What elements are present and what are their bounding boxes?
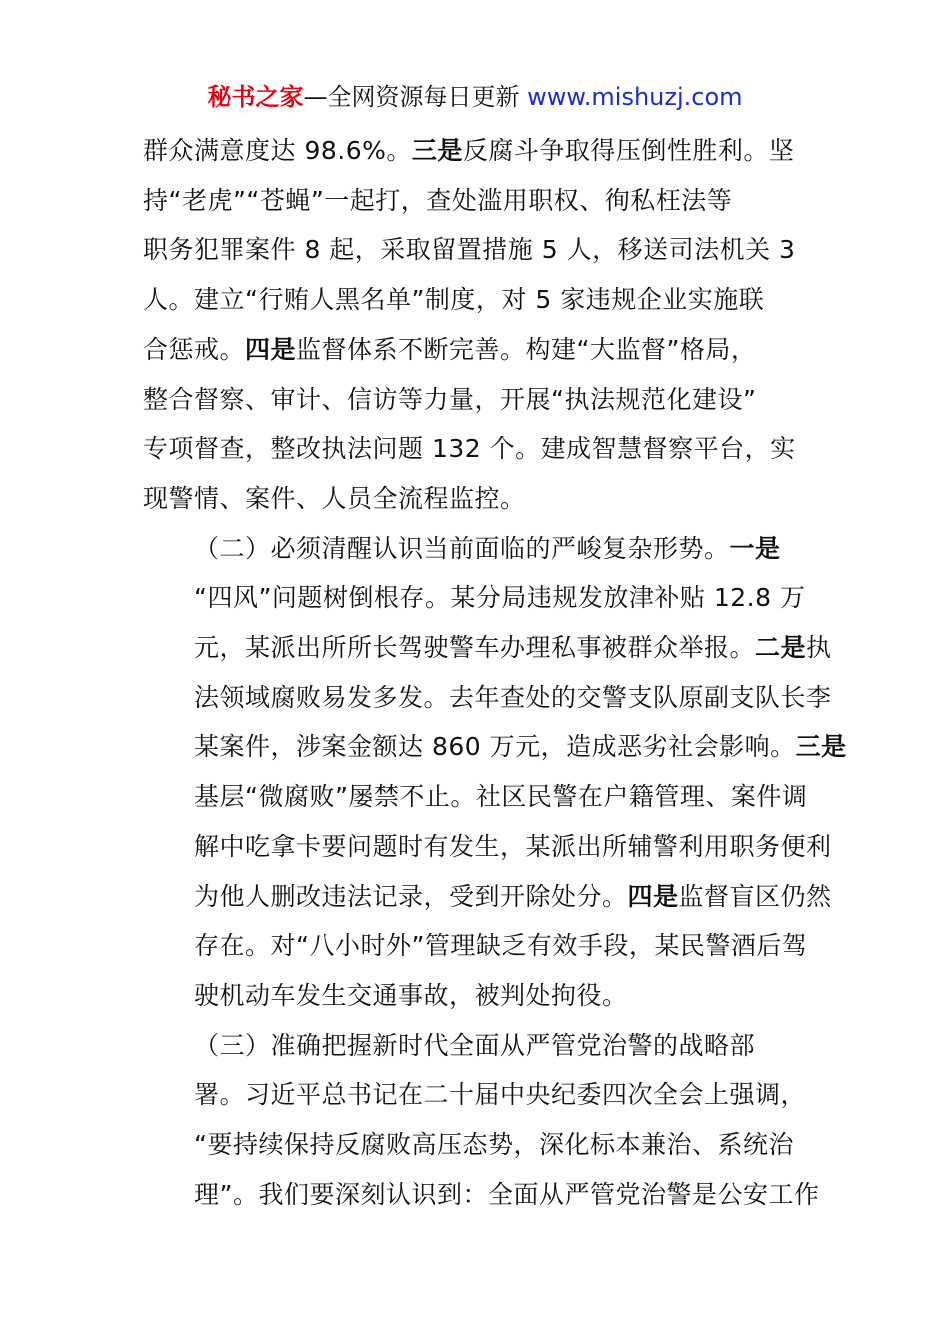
bold-lead-phrase: 二是 [755, 633, 807, 663]
text-run: 理”。我们要深刻认识到：全面从严管党治警是公安工作 [194, 1179, 820, 1209]
text-run: 执 [806, 633, 832, 663]
text-line [143, 623, 832, 673]
text-run: 职务犯罪案件 8 起，采取留置措施 5 人，移送司法机关 3 [143, 235, 796, 265]
text-run: 基层“微腐败”屡禁不止。社区民警在户籍管理、案件调 [194, 782, 808, 812]
text-run: “要持续保持反腐败高压态势，深化标本兼治、系统治 [194, 1130, 794, 1160]
text-line [143, 722, 847, 772]
text-run: 监督盲区仍然 [678, 881, 832, 911]
text-line [143, 921, 811, 971]
site-tagline: —全网资源每日更新 [303, 83, 528, 111]
text-line [143, 424, 811, 474]
text-run: 人。建立“行贿人黑名单”制度，对 5 家违规企业实施联 [143, 285, 765, 315]
text-line [143, 474, 811, 524]
text-line [143, 524, 811, 574]
text-line [143, 872, 832, 922]
paragraph [143, 1021, 820, 1220]
paragraph [143, 126, 811, 524]
text-run: 法领域腐败易发多发。去年查处的交警支队原副支队长李 [194, 682, 832, 712]
text-line [143, 1070, 811, 1120]
text-run: （三）准确把握新时代全面从严管党治警的战略部 [194, 1030, 756, 1060]
text-line [143, 126, 811, 176]
text-run: 驶机动车发生交通事故，被判处拘役。 [194, 980, 628, 1010]
text-run: 署。习近平总书记在二十届中央纪委四次全会上强调， [194, 1080, 807, 1110]
bold-lead-phrase: 一是 [729, 533, 781, 563]
bold-lead-phrase: 三是 [795, 732, 847, 762]
text-run: 专项督查，整改执法问题 132 个。建成智慧督察平台，实 [143, 434, 796, 464]
text-run: 现警情、案件、人员全流程监控。 [143, 483, 526, 513]
text-line [143, 573, 811, 623]
text-run: “四风”问题树倒根存。某分局违规发放津补贴 12.8 万 [194, 583, 806, 613]
text-line [143, 375, 811, 425]
bold-lead-phrase: 四是 [627, 881, 679, 911]
site-url-link[interactable]: www.mishuzj.com [527, 83, 743, 111]
text-run: 解中吃拿卡要问题时有发生，某派出所辅警利用职务便利 [194, 831, 832, 861]
text-line [143, 225, 811, 275]
text-line [143, 275, 811, 325]
text-line [143, 1170, 820, 1220]
text-line [143, 325, 811, 375]
text-run: 合惩戒。 [143, 334, 246, 364]
text-run: 持“老虎”“苍蝇”一起打，查处滥用职权、徇私枉法等 [143, 185, 733, 215]
text-run: 反腐斗争取得压倒性胜利。坚 [462, 136, 795, 165]
text-line [143, 1021, 811, 1071]
text-run: 整合督察、审计、信访等力量，开展“执法规范化建设” [143, 384, 757, 414]
text-run: 群众满意度达 98.6%。 [143, 136, 412, 165]
text-run: 存在。对“八小时外”管理缺乏有效手段，某民警酒后驾 [194, 931, 808, 961]
text-run: 某案件，涉案金额达 860 万元，造成恶劣社会影响。 [194, 732, 796, 762]
site-brand: 秘书之家 [207, 83, 304, 111]
text-run: 元，某派出所所长驾驶警车办理私事被群众举报。 [194, 633, 756, 663]
text-line [143, 176, 811, 226]
text-run: 监督体系不断完善。构建“大监督”格局， [296, 334, 757, 364]
text-line [143, 772, 811, 822]
text-line [143, 673, 832, 723]
text-run: 为他人删改违法记录，受到开除处分。 [194, 881, 628, 911]
text-line [143, 971, 811, 1021]
text-run: （二）必须清醒认识当前面临的严峻复杂形势。 [194, 533, 730, 563]
text-line [143, 822, 832, 872]
text-line [143, 1120, 811, 1170]
bold-lead-phrase: 三是 [411, 136, 463, 165]
document-body [143, 126, 847, 1219]
site-header [0, 80, 950, 114]
paragraph [143, 524, 847, 1021]
bold-lead-phrase: 四是 [245, 334, 297, 364]
